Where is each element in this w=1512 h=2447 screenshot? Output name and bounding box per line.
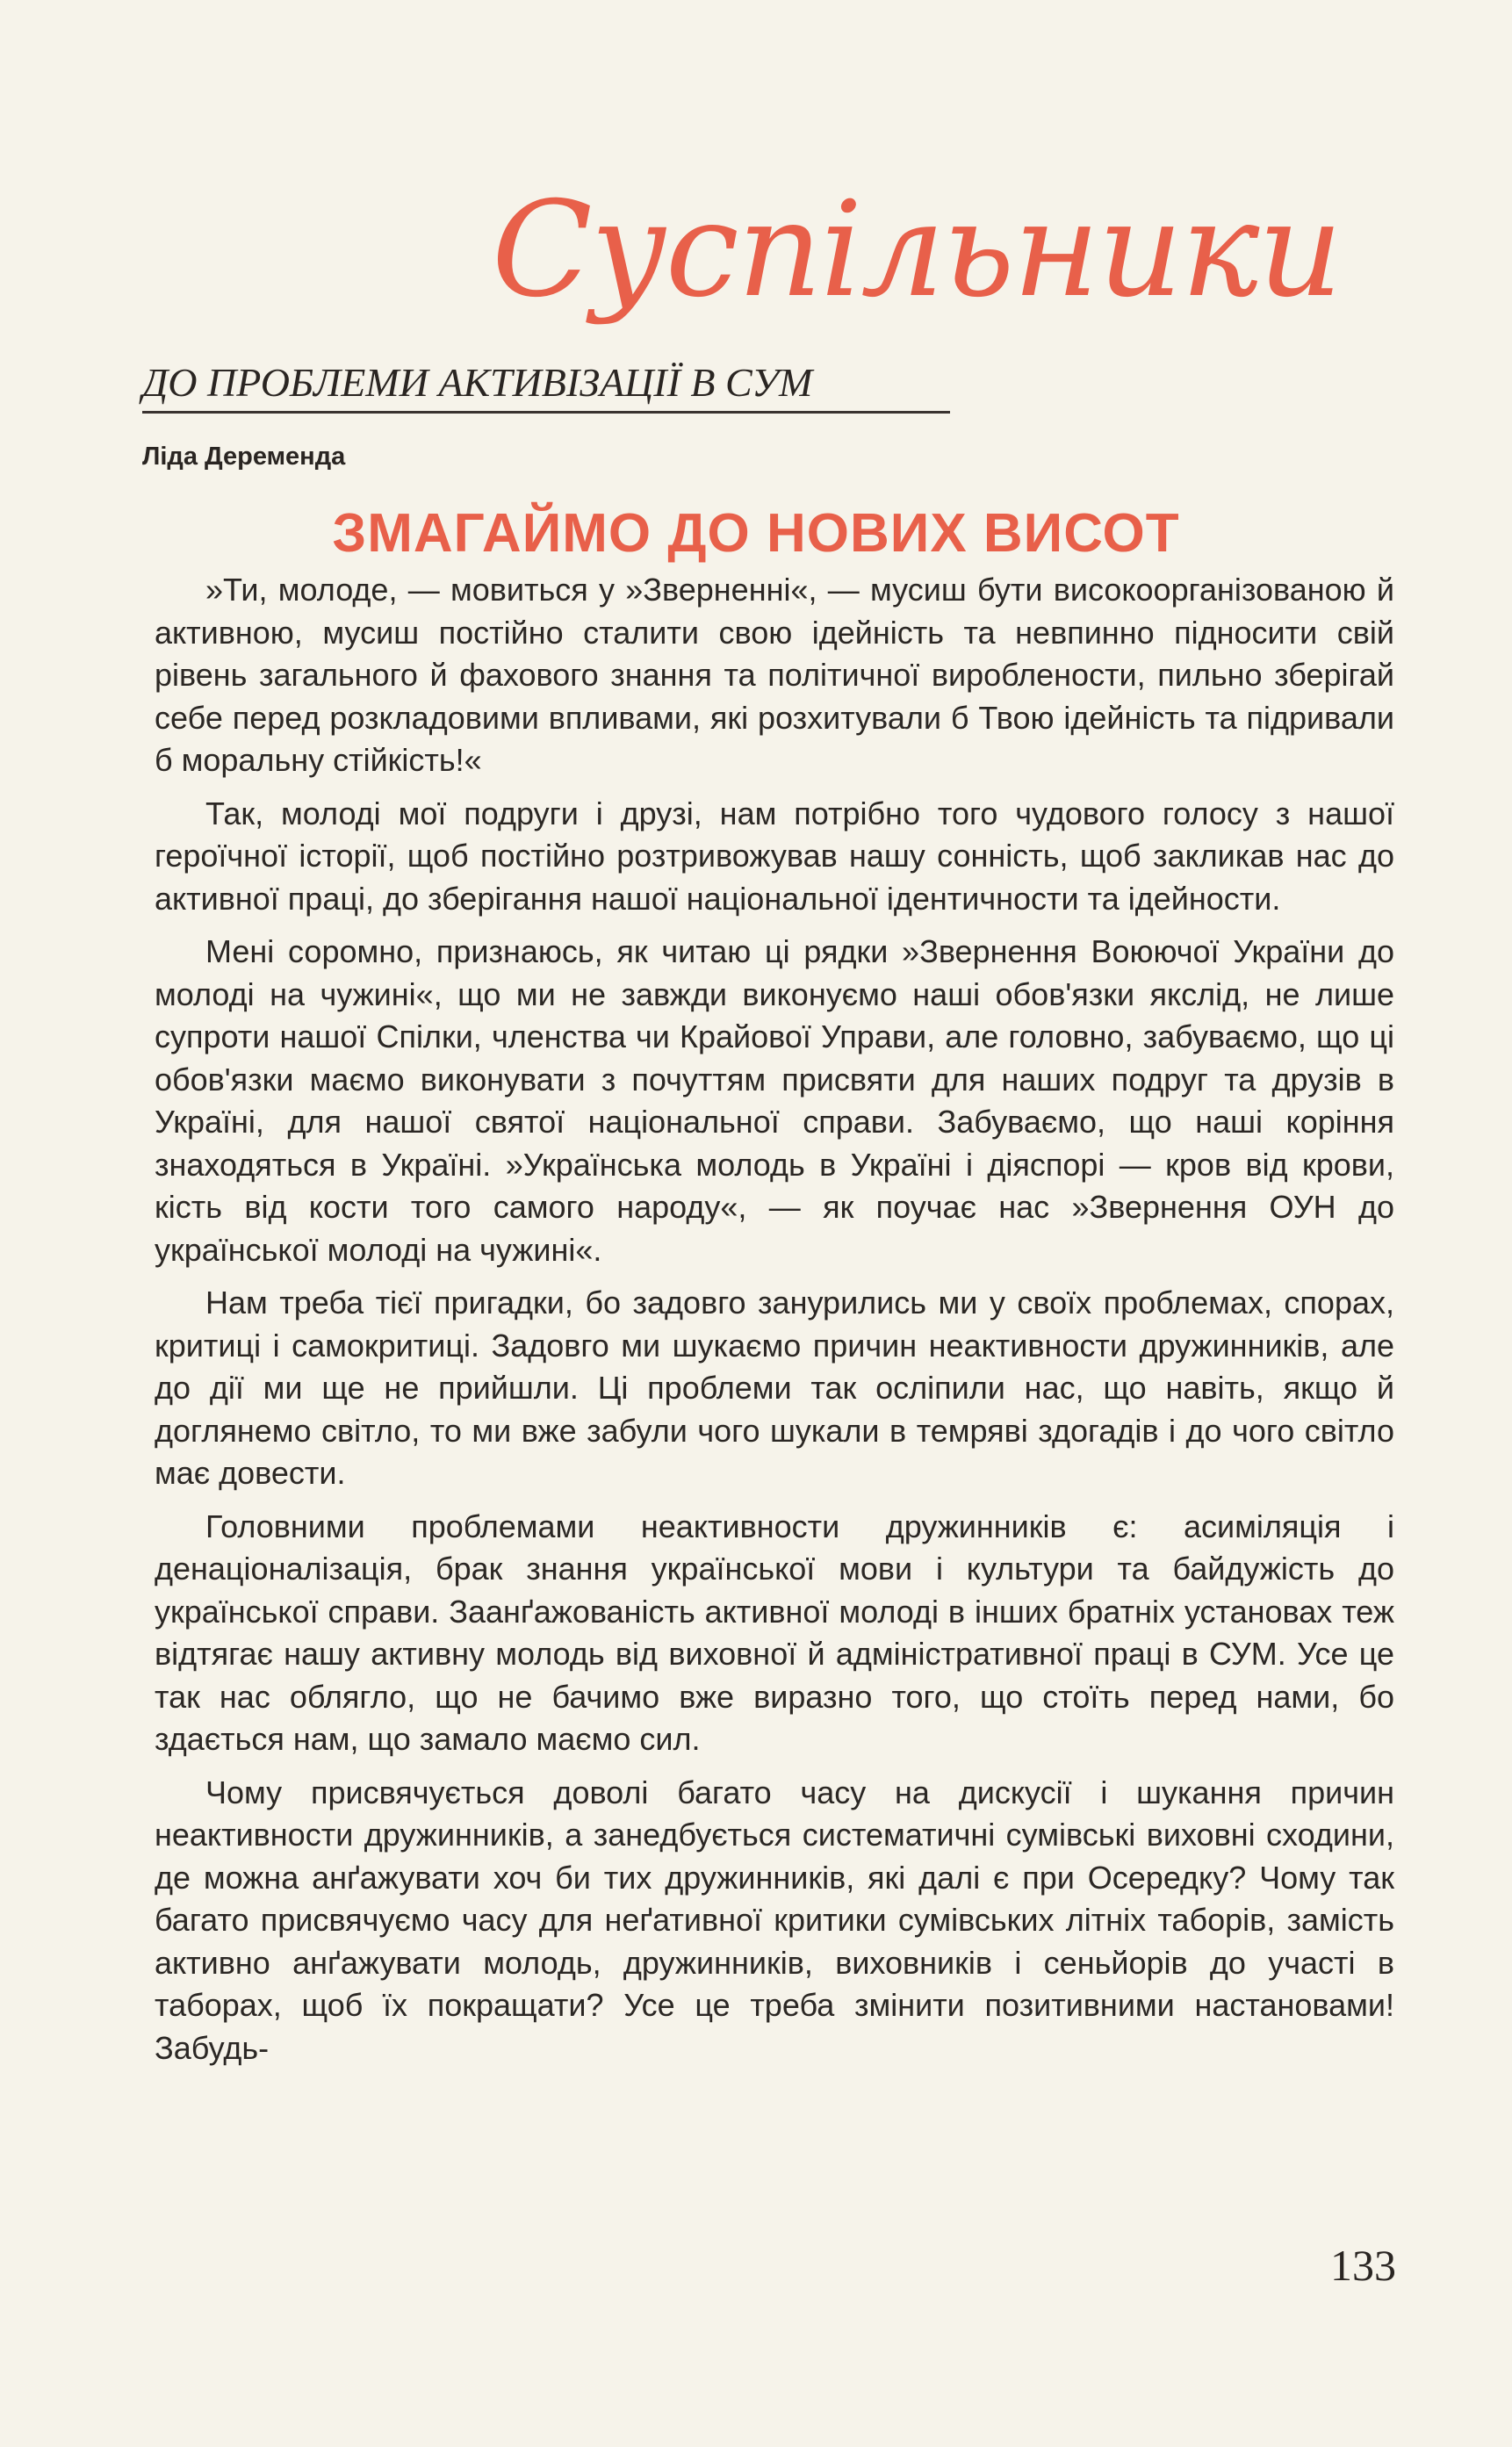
section-title: ДО ПРОБЛЕМИ АКТИВІЗАЦІЇ В СУМ (142, 360, 813, 405)
author-name: Ліда Деременда (142, 443, 346, 471)
page-number: 133 (1330, 2241, 1396, 2290)
paragraph-1: »Ти, молоде, — мовиться у »Зверненні«, — мусиш бути високоорганізованою й активною, мусиш постійно сталити свою ідейність та невпинно підносити свій рівень загального й фахового знання та політичної вироблености, пильно зберігай себе перед розкладовими впливами, які розхитували б Твою ідейність та підривали б моральну стійкість!« (155, 572, 1394, 778)
section-title-underline (142, 411, 950, 414)
paragraph-5: Головними проблемами неактивности дружинників є: асиміляція і денаціоналізація, брак знання української мови і культури та байдужість до української справи. Заанґажованість активної молоді в інших братніх установах теж відтягає нашу активну молодь від виховної й адміністративної праці в СУМ. Усе це так нас облягло, що не бачимо вже виразно того, що стоїть перед нами, бо здається нам, що замало маємо сил. (155, 1508, 1394, 1757)
paragraph-3: Мені соромно, признаюсь, як читаю ці рядки »Звернення Воюючої України до молоді на чужині«, що ми не завжди виконуємо наші обов'язки якслід, не лише супроти нашої Спілки, членства чи Крайової Управи, але головно, забуваємо, що ці обов'язки маємо виконувати з почуттям присвяти для наших подруг та друзів в Україні, для нашої святої національної справи. Забуваємо, що наші коріння знаходяться в Україні. »Українська молодь в Україні і діяспорі — кров від крови, кість від кости того самого народу«, — як поучає нас »Звернення ОУН до української молоді на чужині«. (155, 933, 1394, 1268)
paragraph-2: Так, молоді мої подруги і друзі, нам потрібно того чудового голосу з нашої героїчної історії, щоб постійно розтривожував нашу сонність, щоб закликав нас до активної праці, до зберігання нашої національної ідентичности та ідейности. (155, 795, 1394, 917)
article-body (155, 569, 1394, 2080)
article-title: ЗМАГАЙМО ДО НОВИХ ВИСОТ (332, 503, 1180, 564)
paragraph-4: Нам треба тієї пригадки, бо задовго занурились ми у своїх проблемах, спорах, критиці і самокритиці. Задовго ми шукаємо причин неактивности дружинників, але до дії ми ще не прийшли. Ці проблеми так осліпили нас, що навіть, якщо й доглянемо світло, то ми вже забули чого шукали в темряві здогадів і до чого світло має довести. (155, 1285, 1394, 1491)
paragraph-6: Чому присвячується доволі багато часу на дискусії і шукання причин неактивности дружинників, а занедбується систематичні сумівські виховні сходини, де можна анґажувати хоч би тих дружинників, які далі є при Осередку? Чому так багато присвячуємо часу для неґативної критики сумівських літніх таборів, замість активно анґажувати молодь, дружинників, виховників і сеньйорів до участі в таборах, щоб їх покращати? Усе це треба змінити позитивними настановами! Забудь- (155, 1774, 1394, 2066)
section-script-heading: Суспільники (492, 174, 1342, 327)
